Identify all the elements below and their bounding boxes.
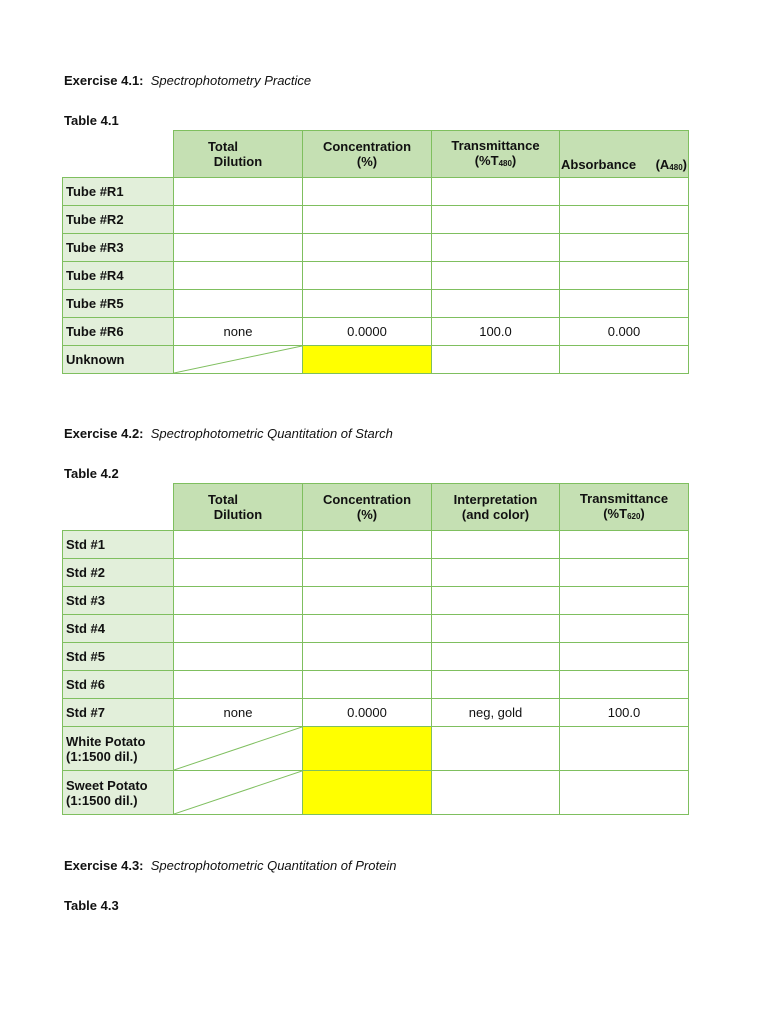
cell-absorbance[interactable] xyxy=(560,206,689,234)
exercise-4-1-label: Exercise 4.1: xyxy=(64,73,144,88)
header-text: ) xyxy=(640,505,645,521)
cell-absorbance[interactable] xyxy=(560,178,689,206)
table-row xyxy=(63,234,689,262)
header-text: ) xyxy=(511,152,517,168)
cell-transmittance[interactable] xyxy=(560,727,689,771)
table-corner xyxy=(63,484,174,531)
cell-interpretation[interactable] xyxy=(432,587,560,615)
exercise-4-2-heading xyxy=(64,426,393,441)
table-row xyxy=(63,178,689,206)
header-concentration xyxy=(303,131,432,178)
header-concentration xyxy=(303,484,432,531)
table-row xyxy=(63,643,689,671)
table-row xyxy=(63,346,689,374)
cell-concentration-highlight[interactable] xyxy=(303,346,432,374)
row-label: Tube #R5 xyxy=(63,290,174,318)
header-text: Total xyxy=(207,139,239,154)
header-subscript: 480 xyxy=(669,163,683,172)
header-text: Absorbance xyxy=(561,157,637,172)
cell-total-dilution[interactable] xyxy=(174,290,303,318)
header-text: (%) xyxy=(356,507,378,522)
cell-total-dilution[interactable]: none xyxy=(174,318,303,346)
diagonal-strike xyxy=(174,727,302,770)
cell-concentration[interactable] xyxy=(303,290,432,318)
header-text: Dilution xyxy=(213,154,263,169)
row-label-line: White Potato xyxy=(66,733,146,749)
cell-absorbance[interactable] xyxy=(560,290,689,318)
cell-total-dilution[interactable] xyxy=(174,262,303,290)
cell-concentration[interactable] xyxy=(303,671,432,699)
diagonal-strike xyxy=(174,771,302,814)
header-text: Total xyxy=(207,492,239,507)
cell-crossed-out xyxy=(174,727,303,771)
cell-transmittance[interactable] xyxy=(432,346,560,374)
header-absorbance xyxy=(560,131,689,178)
row-label: Std #2 xyxy=(63,559,174,587)
header-total-dilution xyxy=(174,484,303,531)
row-label: Tube #R6 xyxy=(63,318,174,346)
cell-crossed-out xyxy=(174,346,303,374)
cell-transmittance[interactable] xyxy=(560,615,689,643)
cell-absorbance[interactable] xyxy=(560,262,689,290)
row-label: Tube #R4 xyxy=(63,262,174,290)
header-text: (A xyxy=(655,157,670,172)
cell-transmittance[interactable] xyxy=(560,771,689,815)
cell-transmittance[interactable] xyxy=(560,559,689,587)
cell-concentration[interactable] xyxy=(303,587,432,615)
cell-absorbance[interactable]: 0.000 xyxy=(560,318,689,346)
table-row xyxy=(63,262,689,290)
table-row xyxy=(63,531,689,559)
cell-transmittance[interactable] xyxy=(432,234,560,262)
cell-transmittance[interactable]: 100.0 xyxy=(560,699,689,727)
cell-total-dilution[interactable] xyxy=(174,615,303,643)
cell-transmittance[interactable] xyxy=(432,178,560,206)
exercise-4-1-heading xyxy=(64,73,311,88)
cell-interpretation[interactable] xyxy=(432,643,560,671)
cell-concentration[interactable] xyxy=(303,262,432,290)
header-text xyxy=(656,157,687,175)
cell-interpretation[interactable] xyxy=(432,531,560,559)
header-text: (%) xyxy=(356,154,378,169)
header-text: Concentration xyxy=(322,139,412,154)
exercise-4-3-heading xyxy=(64,858,396,873)
table-4-1-label: Table 4.1 xyxy=(64,113,119,128)
table-row xyxy=(63,318,689,346)
cell-total-dilution[interactable] xyxy=(174,643,303,671)
cell-concentration[interactable] xyxy=(303,615,432,643)
header-text: ) xyxy=(682,157,687,172)
header-text xyxy=(432,153,559,171)
cell-absorbance[interactable] xyxy=(560,346,689,374)
table-row xyxy=(63,699,689,727)
row-label: Tube #R3 xyxy=(63,234,174,262)
row-label: Std #3 xyxy=(63,587,174,615)
cell-interpretation[interactable] xyxy=(432,559,560,587)
row-label-sweet-potato xyxy=(63,771,174,815)
row-label: Tube #R1 xyxy=(63,178,174,206)
cell-interpretation[interactable] xyxy=(432,771,560,815)
table-4-3-label: Table 4.3 xyxy=(64,898,119,913)
header-subscript: 620 xyxy=(627,511,641,521)
table-4-2 xyxy=(62,483,689,815)
row-label-line: (1:1500 dil.) xyxy=(66,748,138,764)
cell-concentration[interactable] xyxy=(303,643,432,671)
cell-transmittance[interactable] xyxy=(560,587,689,615)
cell-total-dilution[interactable] xyxy=(174,178,303,206)
row-label-line: (1:1500 dil.) xyxy=(66,792,138,808)
cell-total-dilution[interactable] xyxy=(174,206,303,234)
header-transmittance xyxy=(432,131,560,178)
header-text: Concentration xyxy=(322,492,412,507)
table-row xyxy=(63,671,689,699)
cell-crossed-out xyxy=(174,771,303,815)
diagonal-strike xyxy=(174,346,302,373)
exercise-4-3-title: Spectrophotometric Quantitation of Protein xyxy=(150,858,397,873)
cell-total-dilution[interactable] xyxy=(174,587,303,615)
row-label-white-potato xyxy=(63,727,174,771)
cell-concentration[interactable] xyxy=(303,559,432,587)
row-label-line: Sweet Potato xyxy=(66,777,148,793)
cell-concentration[interactable] xyxy=(303,178,432,206)
header-text: Transmittance xyxy=(451,137,540,153)
cell-concentration[interactable] xyxy=(303,206,432,234)
cell-total-dilution[interactable] xyxy=(174,559,303,587)
header-text: (%T xyxy=(603,505,628,521)
cell-transmittance[interactable] xyxy=(560,531,689,559)
cell-total-dilution[interactable] xyxy=(174,671,303,699)
row-label: Std #6 xyxy=(63,671,174,699)
row-label: Unknown xyxy=(63,346,174,374)
cell-transmittance[interactable]: 100.0 xyxy=(432,318,560,346)
cell-total-dilution[interactable] xyxy=(174,531,303,559)
cell-concentration[interactable]: 0.0000 xyxy=(303,699,432,727)
header-text: (and color) xyxy=(461,507,530,522)
cell-concentration-highlight[interactable] xyxy=(303,727,432,771)
header-transmittance xyxy=(560,484,689,531)
table-row xyxy=(63,615,689,643)
cell-concentration[interactable]: 0.0000 xyxy=(303,318,432,346)
cell-transmittance[interactable] xyxy=(432,206,560,234)
row-label: Tube #R2 xyxy=(63,206,174,234)
header-interpretation xyxy=(432,484,560,531)
table-row xyxy=(63,559,689,587)
cell-interpretation[interactable]: neg, gold xyxy=(432,699,560,727)
exercise-4-2-label: Exercise 4.2: xyxy=(64,426,144,441)
row-label: Std #1 xyxy=(63,531,174,559)
header-total-dilution xyxy=(174,131,303,178)
cell-transmittance[interactable] xyxy=(560,643,689,671)
table-corner xyxy=(63,131,174,178)
table-row xyxy=(63,290,689,318)
table-row xyxy=(63,587,689,615)
cell-interpretation[interactable] xyxy=(432,671,560,699)
cell-transmittance[interactable] xyxy=(432,262,560,290)
table-4-2-label: Table 4.2 xyxy=(64,466,119,481)
header-text: (%T xyxy=(474,152,499,168)
header-text: Interpretation xyxy=(453,492,538,507)
row-label: Std #5 xyxy=(63,643,174,671)
cell-interpretation[interactable] xyxy=(432,615,560,643)
exercise-4-1-title: Spectrophotometry Practice xyxy=(150,73,312,88)
cell-transmittance[interactable] xyxy=(560,671,689,699)
table-row xyxy=(63,727,689,771)
cell-total-dilution[interactable] xyxy=(174,234,303,262)
table-row xyxy=(63,771,689,815)
cell-interpretation[interactable] xyxy=(432,727,560,771)
exercise-4-2-title: Spectrophotometric Quantitation of Starch xyxy=(150,426,393,441)
header-text xyxy=(560,157,688,175)
row-label: Std #4 xyxy=(63,615,174,643)
cell-transmittance[interactable] xyxy=(432,290,560,318)
header-subscript: 480 xyxy=(498,158,512,168)
header-text: Transmittance xyxy=(579,490,669,506)
header-text xyxy=(560,506,688,524)
cell-absorbance[interactable] xyxy=(560,234,689,262)
row-label: Std #7 xyxy=(63,699,174,727)
exercise-4-3-label: Exercise 4.3: xyxy=(64,858,144,873)
cell-concentration[interactable] xyxy=(303,531,432,559)
table-4-1 xyxy=(62,130,689,374)
table-row xyxy=(63,206,689,234)
header-text: Dilution xyxy=(213,507,263,522)
cell-total-dilution[interactable]: none xyxy=(174,699,303,727)
cell-concentration[interactable] xyxy=(303,234,432,262)
cell-concentration-highlight[interactable] xyxy=(303,771,432,815)
